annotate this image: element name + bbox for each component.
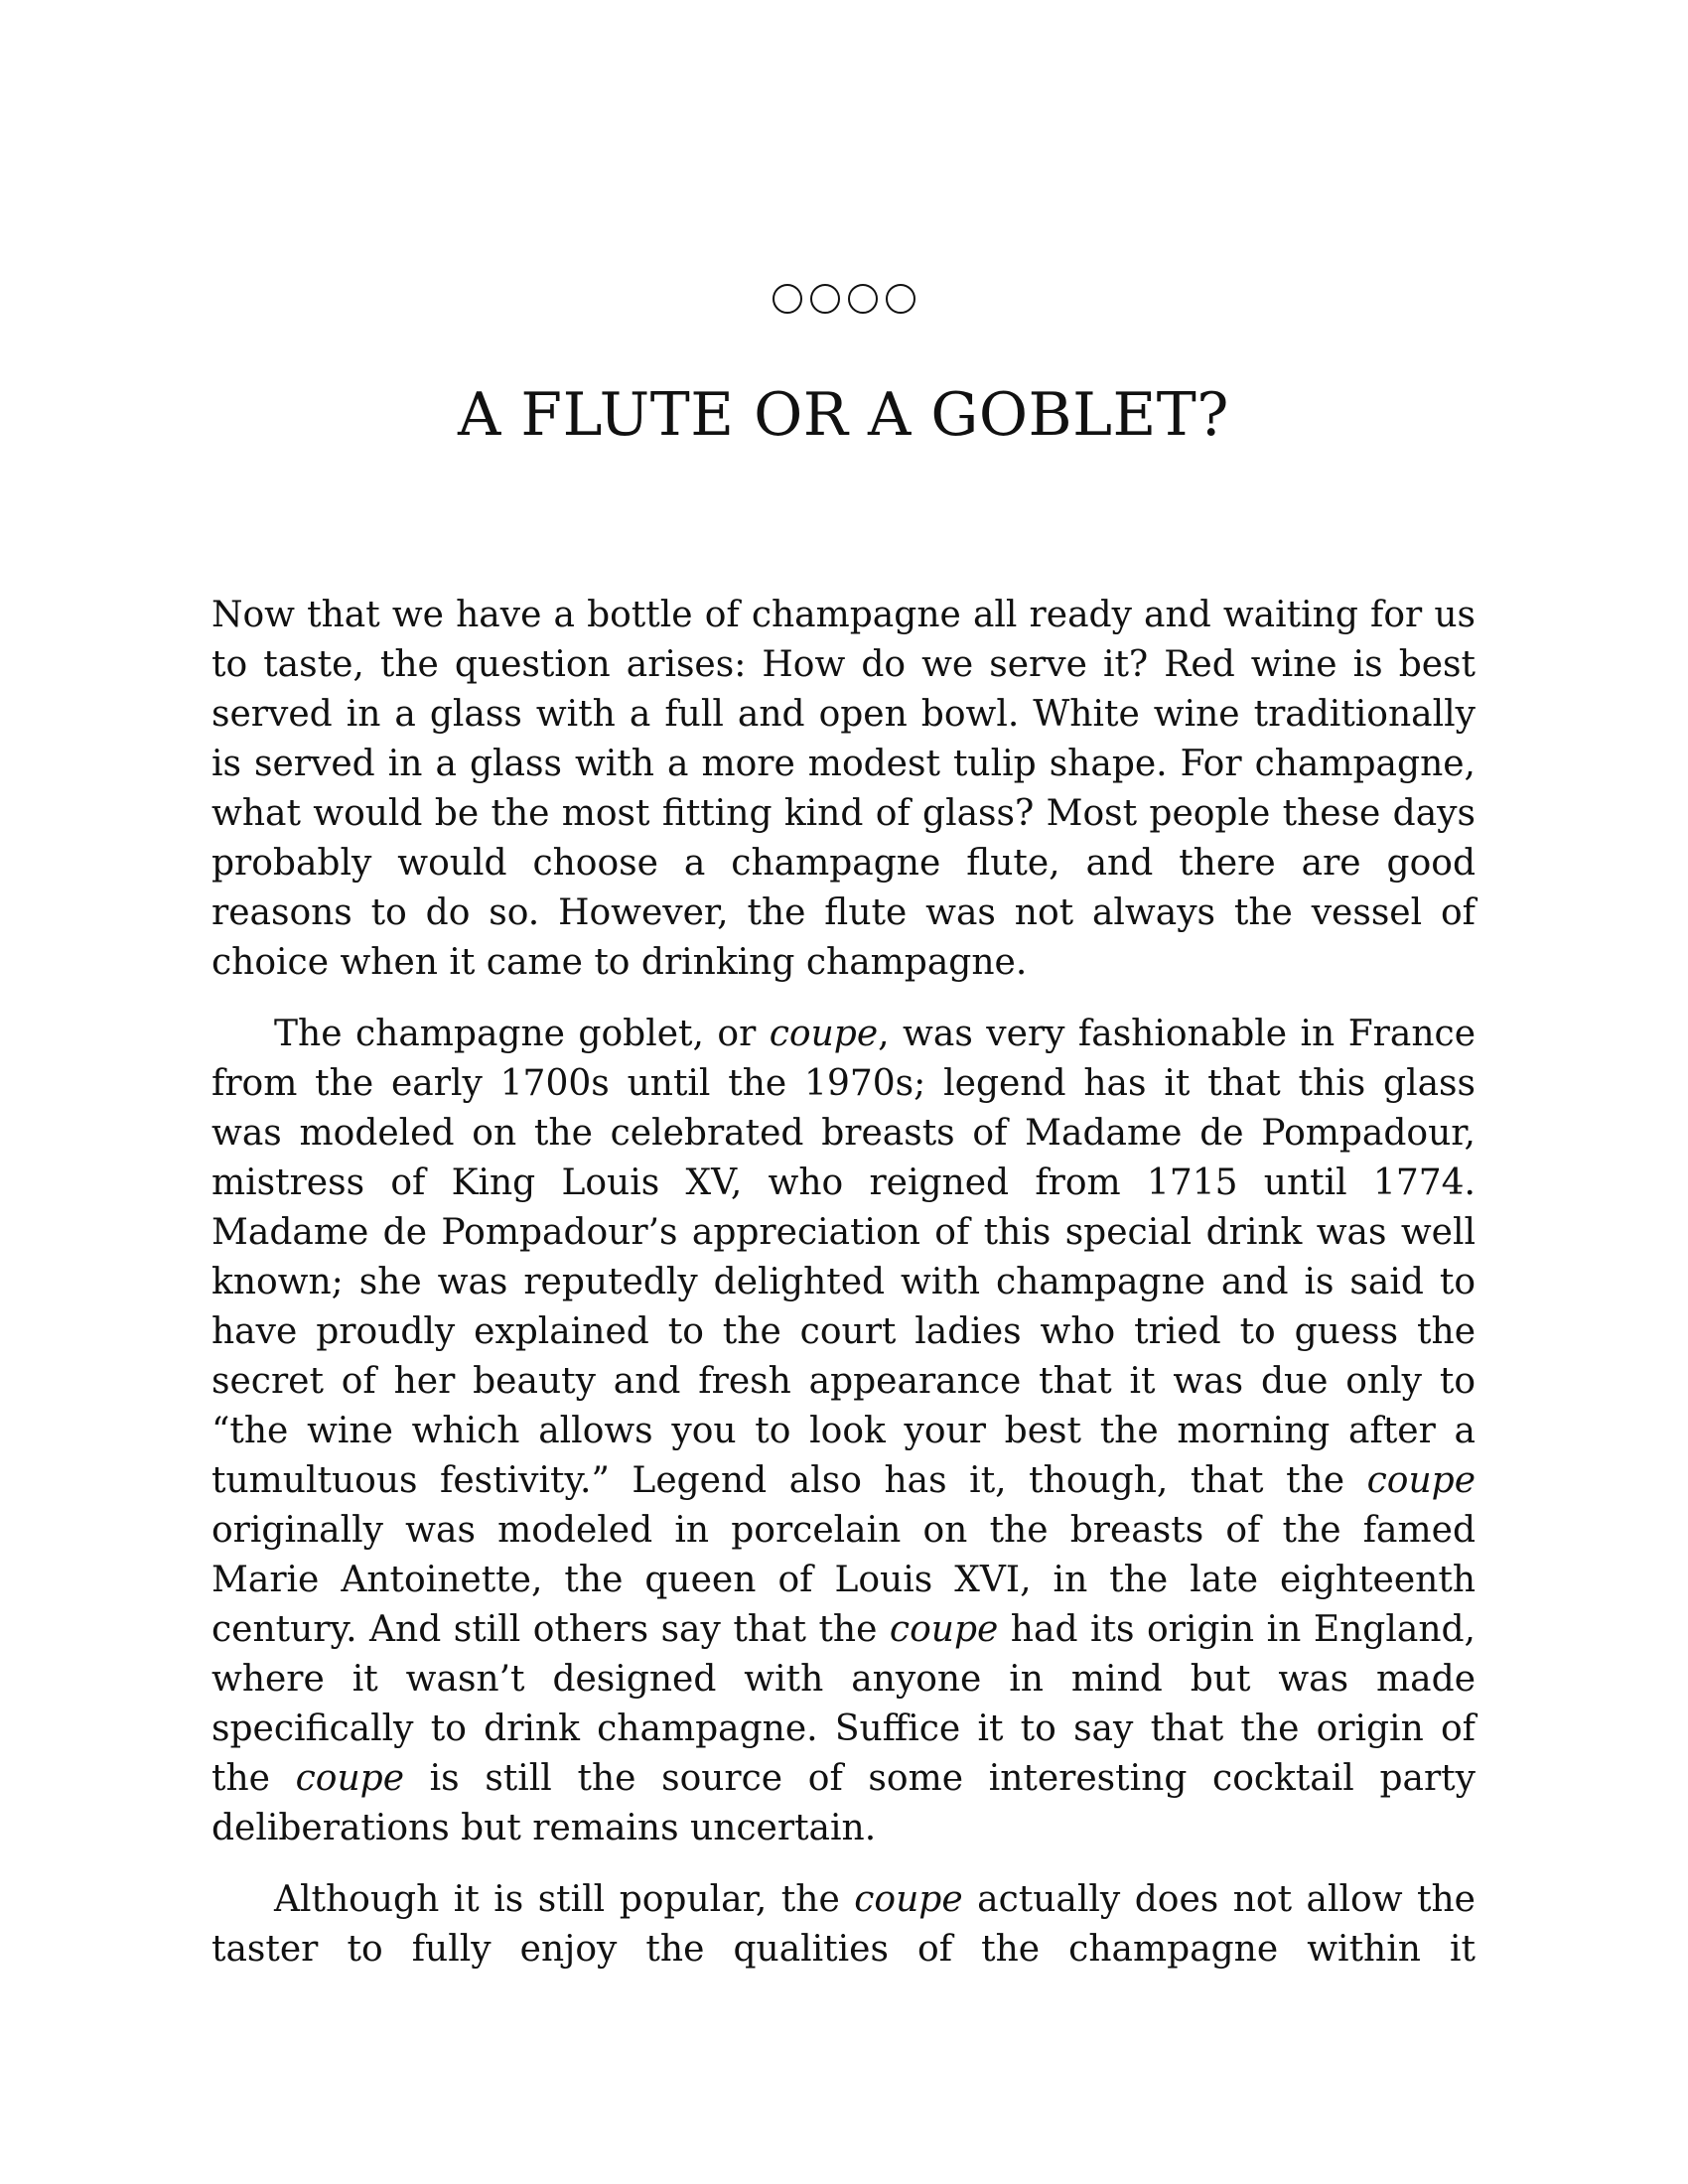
paragraph-text: , was very fashionable in France from the early 1700s until the 1970s; legend has it that this glass was modeled on the celebrated breasts of Madame de Pompadour, mistress of King Louis XV, who reigned from 1715 until 1774. Madame de Pompadour’s appreciation of this special drink was well known; she was reputedly delighted with champagne and is said to have proudly explained to the court ladies who tried to guess the secret of her beauty and fresh appearance that it was due only to “the wine which allows you to look your best the morning after a tumultuous festivity.” Legend also has it, though, that the — [211, 1014, 1477, 1501]
paragraph-text: Although it is still popular, the — [274, 1879, 855, 1920]
paragraph-1 — [211, 591, 1476, 988]
paragraph-2 — [211, 1010, 1476, 1853]
paragraph-text: The champagne goblet, or — [274, 1014, 770, 1054]
italic-term: coupe — [295, 1758, 404, 1799]
circle-icon — [810, 284, 840, 314]
paragraph-text: had its origin in England, where it wasn’t designed with anyone in mind but was made specifically to drink champagne. Suffice it to say that the origin of the — [211, 1609, 1476, 1799]
italic-term: coupe — [1366, 1460, 1476, 1501]
circle-icon — [886, 284, 915, 314]
circle-icon — [773, 284, 802, 314]
body-text — [211, 591, 1476, 1996]
circle-icon — [848, 284, 878, 314]
italic-term: coupe — [889, 1609, 999, 1650]
paragraph-text: Now that we have a bottle of champagne all ready and waiting for us to taste, the question arises: How do we serve it? Red wine is best served in a glass with a full and open bowl. White wine traditionally is served in a glass with a more modest tulip shape. For champagne, what would be the most fitting kind of glass? Most people these days probably would choose a champagne flute, and there are good reasons to do so. However, the flute was not always the vessel of choice when it came to drinking champagne. — [211, 595, 1476, 983]
paragraph-text: actually does not allow the taster to fully enjoy the qualities of the champagne within it — [211, 1879, 1476, 1970]
paragraph-3 — [211, 1875, 1476, 1975]
paragraph-text: originally was modeled in porcelain on the breasts of the famed Marie Antoinette, the queen of Louis XVI, in the late eighteenth century. And still others say that the — [211, 1510, 1476, 1650]
paragraph-text: is still the source of some interesting cocktail party deliberations but remains uncertain. — [211, 1758, 1476, 1848]
italic-term: coupe — [769, 1014, 879, 1054]
chapter-title: A FLUTE OR A GOBLET? — [458, 380, 1229, 450]
italic-term: coupe — [854, 1879, 963, 1920]
ornament-four-circles-icon — [211, 284, 1476, 314]
